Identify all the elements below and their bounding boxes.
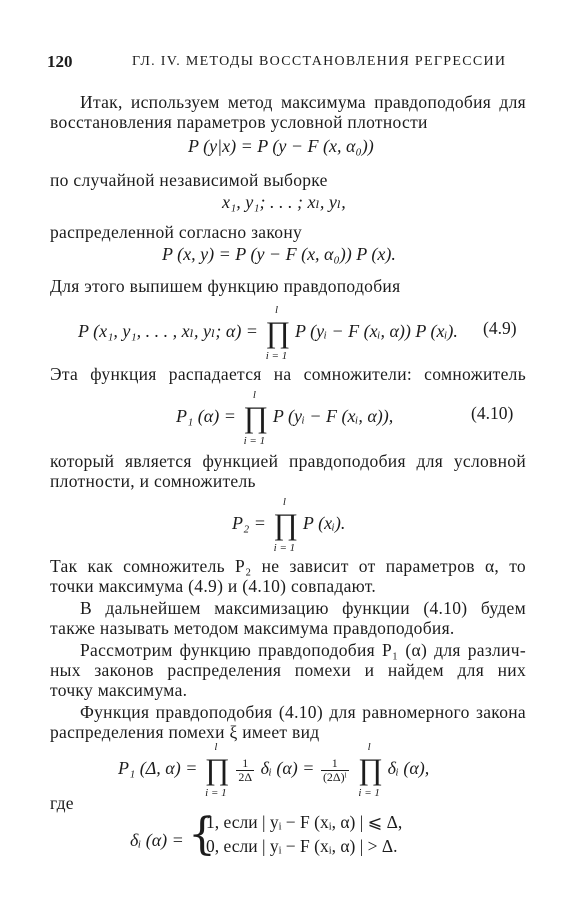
paragraph-3: распределенной согласно закону	[50, 222, 303, 242]
product-symbol: l ∏ i = 1	[204, 741, 230, 799]
equation-uniform-likelihood	[118, 741, 430, 799]
uniform-lhs: P₁ (Δ, α) =	[118, 758, 198, 779]
paragraph-7-line-1: Так как сомножитель P₂ не зависит от параметров α, то	[50, 556, 526, 576]
paragraph-6-line-2: плотности, и сомножитель	[50, 471, 256, 491]
equation-joint-law: P (x, y) = P (y − F (x, α₀)) P (x).	[162, 244, 396, 264]
product-symbol: l ∏ i = 1	[243, 389, 269, 447]
equation-conditional-density: P (y|x) = P (y − F (x, α₀))	[188, 136, 374, 156]
page-number: 120	[47, 52, 73, 71]
paragraph-8-line-1: В дальнейшем максимизацию функции (4.10) будем	[80, 598, 526, 618]
product-symbol: l ∏ i = 1	[265, 304, 291, 362]
paragraph-5: Эта функция распадается на сомножители: сомножитель	[50, 364, 526, 384]
eq-4-9-lhs: P (x₁, y₁, . . . , xₗ, yₗ; α) =	[78, 321, 258, 342]
equation-4-10	[176, 389, 394, 447]
running-title: ГЛ. IV. МЕТОДЫ ВОССТАНОВЛЕНИЯ РЕГРЕССИИ	[132, 54, 507, 69]
eq-p2-lhs: P₂ =	[232, 513, 266, 534]
paragraph-1-line-2: восстановления параметров условной плотности	[50, 112, 428, 132]
paragraph-6-line-1: который является функцией правдоподобия для условной	[50, 451, 526, 471]
equation-p2	[232, 496, 346, 554]
uniform-end: δᵢ (α),	[387, 758, 430, 779]
fraction-one-over-2-delta: $\frac{1}{2\Delta}$	[238, 755, 253, 784]
equation-number-4-10: (4.10)	[471, 403, 514, 423]
paragraph-9-line-2: ных законов распределения помехи и найдем для них	[50, 660, 526, 680]
page-header	[47, 52, 539, 72]
product-symbol: l ∏ i = 1	[273, 496, 299, 554]
fraction-one-over-2-delta-power-l: $\frac{1}{\text{(2Δ)ˡ}}$	[322, 755, 347, 784]
delta-definition-lhs: δᵢ (α) =	[130, 830, 184, 850]
left-brace: {	[188, 809, 216, 860]
paragraph-4: Для этого выпишем функцию правдоподобия	[50, 276, 401, 296]
paragraph-9-line-1: Рассмотрим функцию правдоподобия P₁ (α) для различ-	[80, 640, 526, 660]
product-symbol: l ∏ i = 1	[358, 741, 383, 799]
equation-sample: x₁, y₁; . . . ; xₗ, yₗ,	[222, 192, 346, 212]
eq-4-10-rhs: P (yᵢ − F (xᵢ, α)),	[272, 406, 394, 427]
case-row-1: 1, если | yᵢ − F (xᵢ, α) | ⩽ Δ,	[206, 812, 403, 832]
uniform-mid: δᵢ (α) =	[260, 758, 315, 779]
paragraph-1-line-1: Итак, используем метод максимума правдоподобия для	[80, 92, 526, 112]
paragraph-8-line-2: также называть методом максимума правдоподобия.	[50, 618, 455, 638]
paragraph-2: по случайной независимой выборке	[50, 170, 328, 190]
eq-4-9-rhs: P (yᵢ − F (xᵢ, α)) P (xᵢ).	[294, 321, 458, 342]
eq-p2-rhs: P (xᵢ).	[302, 513, 346, 534]
paragraph-9-line-3: точку максимума.	[50, 680, 188, 700]
case-row-2: 0, если | yᵢ − F (xᵢ, α) | > Δ.	[206, 836, 398, 856]
equation-4-9	[78, 304, 458, 362]
paragraph-7-line-2: точки максимума (4.9) и (4.10) совпадают.	[50, 576, 377, 596]
word-where: где	[50, 793, 74, 813]
paragraph-10-line-1: Функция правдоподобия (4.10) для равномерного закона	[80, 702, 526, 722]
equation-number-4-9: (4.9)	[483, 318, 517, 338]
paragraph-10-line-2: распределения помехи ξ имеет вид	[50, 722, 320, 742]
eq-4-10-lhs: P₁ (α) =	[176, 406, 236, 427]
